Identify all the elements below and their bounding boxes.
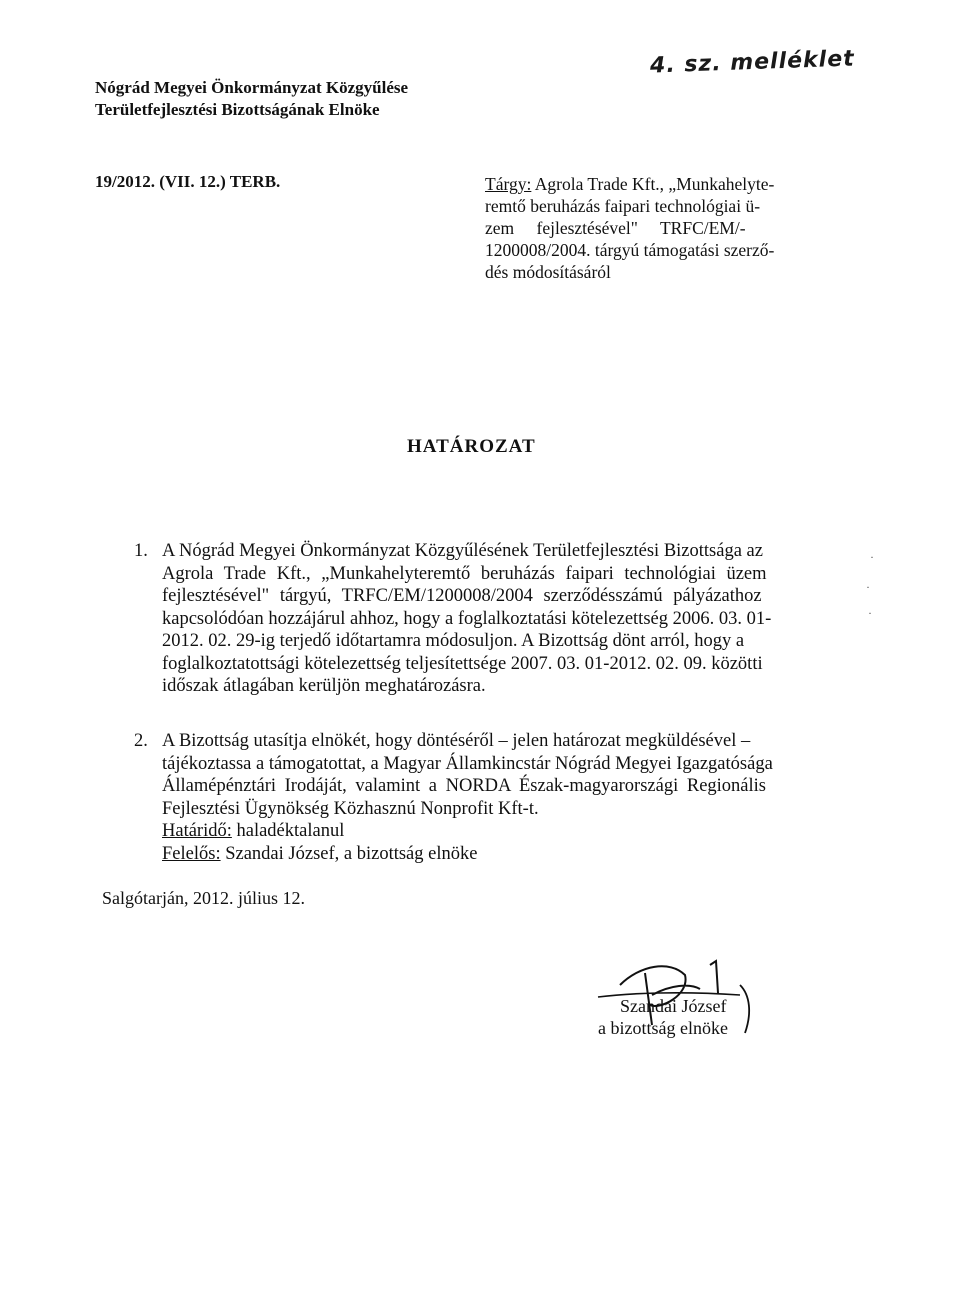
item-2-line: tájékoztassa a támogatottat, a Magyar Államkincstár Nógrád Megyei Igazgatósága bbox=[162, 753, 773, 774]
margin-speck: · bbox=[866, 580, 870, 594]
item-2-body bbox=[162, 730, 862, 865]
signature-block bbox=[590, 955, 810, 1065]
deadline-value: haladéktalanul bbox=[231, 821, 345, 841]
item-2-number: 2. bbox=[134, 731, 148, 751]
deadline-label: Határidő: bbox=[162, 821, 232, 841]
responsible-row bbox=[162, 843, 862, 866]
subject-line-3: zem fejlesztésével" TRFC/EM/- bbox=[485, 218, 746, 238]
issuer-line-2: Területfejlesztési Bizottságának Elnöke bbox=[95, 100, 380, 119]
item-1-body bbox=[162, 540, 862, 698]
document-title: HATÁROZAT bbox=[407, 436, 536, 457]
subject-line-1 bbox=[485, 173, 785, 195]
signatory-name: Szandai József bbox=[620, 996, 727, 1016]
item-2-line: A Bizottság utasítja elnökét, hogy döntéséről – jelen határozat megküldésével – bbox=[162, 731, 751, 751]
item-2-line: Államépénztári Irodáját, valamint a NORDA Észak-magyarországi Regionális bbox=[162, 776, 766, 796]
subject-line-4: 1200008/2004. tárgyú támogatási szerző- bbox=[485, 240, 775, 260]
responsible-label: Felelős: bbox=[162, 843, 221, 864]
item-1-number: 1. bbox=[134, 541, 148, 561]
subject-line-2: remtő beruházás faipari technológiai ü- bbox=[485, 196, 761, 216]
place-date: Salgótarján, 2012. július 12. bbox=[102, 888, 305, 908]
item-1-line: A Nógrád Megyei Önkormányzat Közgyűlésének Területfejlesztési Bizottsága az bbox=[162, 541, 763, 561]
item-1-line: időszak átlagában kerüljön meghatározásra. bbox=[162, 676, 486, 696]
item-2-line: Fejlesztési Ügynökség Közhasznú Nonprofit Kft-t. bbox=[162, 798, 539, 819]
issuer-line-1: Nógrád Megyei Önkormányzat Közgyűlése bbox=[95, 78, 409, 97]
deadline-row bbox=[162, 820, 862, 843]
signatory-role: a bizottság elnöke bbox=[598, 1018, 728, 1038]
subject-label: Tárgy: bbox=[485, 174, 532, 194]
item-1-line: 2012. 02. 29-ig terjedő időtartamra módosuljon. A Bizottság dönt arról, hogy a bbox=[162, 631, 745, 651]
item-1-line: Agrola Trade Kft., „Munkahelyteremtő beruházás faipari technológiai üzem bbox=[162, 563, 767, 584]
subject-line-5: dés módosításáról bbox=[485, 262, 611, 282]
item-1-line: foglalkoztatottsági kötelezettség teljesítettsége 2007. 03. 01-2012. 02. 09. közötti bbox=[162, 653, 763, 674]
margin-speck: · bbox=[868, 606, 872, 620]
annex-note: 4. sz. melléklet bbox=[649, 46, 856, 79]
margin-speck: · bbox=[870, 550, 874, 564]
subject-block bbox=[485, 173, 785, 283]
responsible-value: Szandai József, a bizottság elnöke bbox=[220, 843, 478, 864]
subject-text-1: Agrola Trade Kft., „Munkahelyte- bbox=[534, 174, 775, 194]
item-1-line: fejlesztésével" tárgyú, TRFC/EM/1200008/2004 szerződésszámú pályázathoz bbox=[162, 586, 762, 606]
reference-number: 19/2012. (VII. 12.) TERB. bbox=[95, 172, 281, 191]
item-1-line: kapcsolódóan hozzájárul ahhoz, hogy a foglalkoztatási kötelezettség 2006. 03. 01- bbox=[162, 608, 772, 629]
